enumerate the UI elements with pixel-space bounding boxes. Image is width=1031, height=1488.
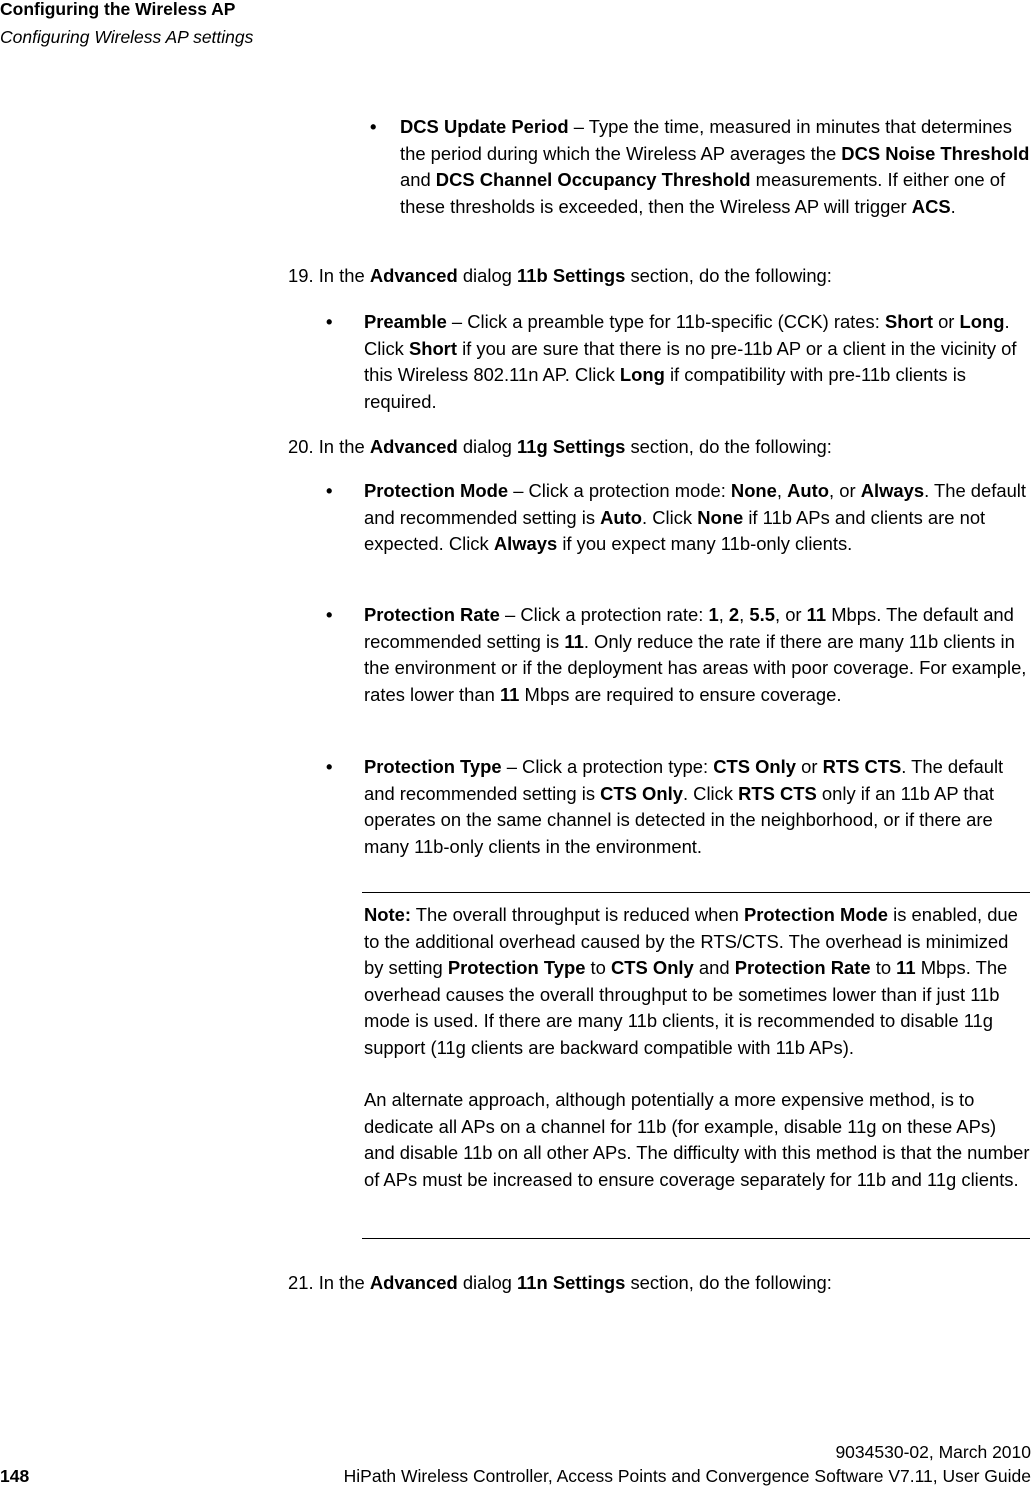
running-header-section: Configuring Wireless AP settings — [0, 27, 254, 47]
note-bottom-rule — [362, 1238, 1030, 1239]
bullet-preamble: • — [326, 311, 333, 332]
note-paragraph: Note: The overall throughput is reduced when Protection Mode is enabled, due to the additional overhead caused by the RTS/CTS. The overhead is minimized by setting Protection Type to CTS Only and Protection Rate to 11 Mbps. The overhead causes the overall throughput to be sometimes lower than if just 11b mode is used. If there are many 11b clients, it is recommended to disable 11g support (11g clients are backward compatible with 11b APs). — [364, 904, 1018, 1058]
footer-title: HiPath Wireless Controller, Access Points and Convergence Software V7.11, User Guide — [343, 1466, 1031, 1486]
preamble-item: Preamble – Click a preamble type for 11b-specific (CCK) rates: Short or Long. Click Short if you are sure that there is no pre-11b AP or a client in the vicinity of this Wireless 802.11n AP. Click Long if compatibility with pre-11b clients is required. — [364, 311, 1017, 412]
protection-rate-item: Protection Rate – Click a protection rate: 1, 2, 5.5, or 11 Mbps. The default and recommended setting is 11. Only reduce the rate if there are many 11b clients in the environment or if the deployment has areas with poor coverage. For example, rates lower than 11 Mbps are required to ensure coverage. — [364, 604, 1027, 705]
protection-type-item: Protection Type – Click a protection type: CTS Only or RTS CTS. The default and recommended setting is CTS Only. Click RTS CTS only if an 11b AP that operates on the same channel is detected in the neighborhood, or if there are many 11b-only clients in the environment. — [364, 756, 1004, 857]
term: DCS Update Period — [400, 116, 569, 137]
protection-mode-item: Protection Mode – Click a protection mode: None, Auto, or Always. The default and recommended setting is Auto. Click None if 11b APs and clients are not expected. Click Always if you expect many 11b-only clients. — [364, 480, 1026, 554]
note-paragraph-2: An alternate approach, although potentially a more expensive method, is to dedicate all APs on a channel for 11b (for example, disable 11g on these APs) and disable 11b on all other APs. The difficulty with this method is that the number of APs must be increased to ensure coverage separately for 11b and 11g clients. — [364, 1089, 1030, 1190]
page-number: 148 — [0, 1466, 30, 1486]
bullet-protection-type: • — [326, 756, 333, 777]
dcs-update-period-item: DCS Update Period – Type the time, measured in minutes that determines the period during which the Wireless AP averages the DCS Noise Threshold and DCS Channel Occupancy Threshold measurements. If either one of these thresholds is exceeded, then the Wireless AP will trigger ACS. — [400, 116, 1030, 217]
step-20: 20. In the Advanced dialog 11g Settings section, do the following: — [288, 436, 832, 457]
step-19: 19. In the Advanced dialog 11b Settings section, do the following: — [288, 265, 832, 286]
note-label: Note: — [364, 904, 411, 925]
bullet-protection-mode: • — [326, 480, 333, 501]
running-header-chapter: Configuring the Wireless AP — [0, 0, 236, 19]
bullet-dcs: • — [370, 116, 377, 137]
step-21: 21. In the Advanced dialog 11n Settings section, do the following: — [288, 1272, 832, 1293]
footer-doc-id: 9034530-02, March 2010 — [835, 1442, 1031, 1462]
note-top-rule — [362, 892, 1030, 893]
bullet-protection-rate: • — [326, 604, 333, 625]
